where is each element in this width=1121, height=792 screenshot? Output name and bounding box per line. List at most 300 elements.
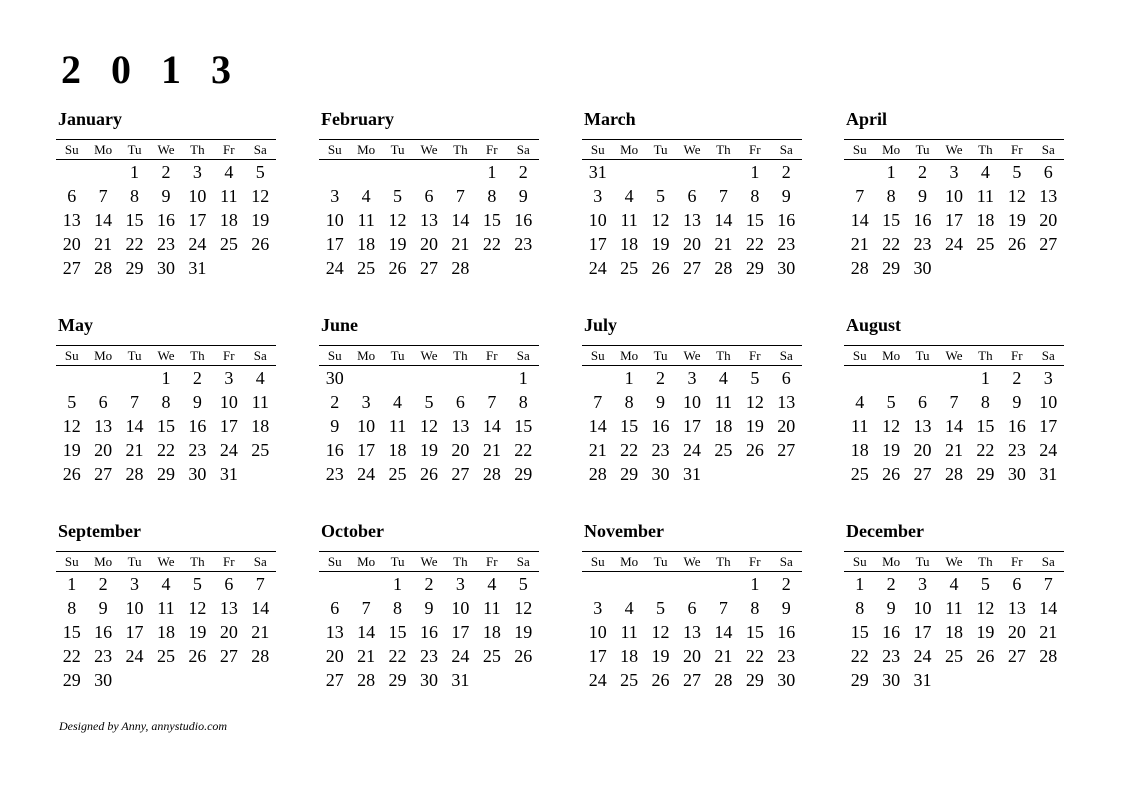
weekday-label: Sa (245, 346, 276, 366)
day-cell: 26 (388, 257, 407, 278)
day-cell (476, 256, 507, 280)
weekday-label: Su (582, 346, 613, 366)
week-row (319, 572, 539, 597)
day-cell (350, 366, 381, 391)
day-cell: 7 (487, 391, 497, 412)
day-cell: 12 (62, 415, 81, 436)
day-cell (1033, 668, 1064, 692)
day-cell: 2 (918, 161, 928, 182)
day-cell: 18 (620, 233, 639, 254)
day-cell: 2 (781, 161, 791, 182)
day-cell: 23 (514, 233, 533, 254)
month-january (56, 108, 276, 280)
week-row (319, 438, 539, 462)
day-cell: 28 (451, 257, 470, 278)
weekday-label: Mo (350, 140, 381, 160)
day-cell: 8 (855, 597, 865, 618)
day-cell: 19 (188, 621, 207, 642)
day-cell: 19 (251, 209, 270, 230)
day-cell: 14 (850, 209, 869, 230)
week-row (319, 366, 539, 391)
day-cell: 19 (419, 439, 438, 460)
day-cell: 12 (1007, 185, 1026, 206)
day-cell: 4 (855, 391, 865, 412)
day-cell: 1 (518, 367, 528, 388)
weekday-header-row (319, 552, 539, 572)
day-cell: 2 (330, 391, 340, 412)
weekday-label: Fr (1001, 140, 1032, 160)
day-cell: 4 (949, 573, 959, 594)
day-cell: 21 (850, 233, 869, 254)
day-cell: 10 (219, 391, 238, 412)
day-cell: 3 (949, 161, 959, 182)
day-cell: 21 (588, 439, 607, 460)
weekday-label: Sa (771, 552, 802, 572)
day-cell (708, 572, 739, 597)
day-cell: 28 (714, 257, 733, 278)
day-cell: 7 (855, 185, 865, 206)
week-row (844, 620, 1064, 644)
day-cell: 14 (125, 415, 144, 436)
day-cell: 27 (777, 439, 796, 460)
day-cell: 15 (745, 209, 764, 230)
weekday-label: Th (445, 346, 476, 366)
day-cell: 24 (188, 233, 207, 254)
month-grid (56, 551, 276, 692)
weekday-label: Th (708, 140, 739, 160)
month-name: March (584, 109, 636, 129)
day-cell: 11 (620, 209, 638, 230)
weekday-label: Tu (382, 140, 413, 160)
day-cell: 25 (620, 257, 639, 278)
week-row (582, 644, 802, 668)
week-row (56, 644, 276, 668)
day-cell: 3 (593, 597, 603, 618)
day-cell: 16 (882, 621, 901, 642)
day-cell: 27 (62, 257, 81, 278)
day-cell: 29 (156, 463, 175, 484)
day-cell: 6 (67, 185, 77, 206)
footer-credit: Designed by Anny, annystudio.com (59, 719, 228, 733)
day-cell: 25 (357, 257, 376, 278)
day-cell: 30 (913, 257, 932, 278)
day-cell: 1 (161, 367, 171, 388)
weekday-label: Sa (1033, 346, 1064, 366)
day-cell: 12 (251, 185, 270, 206)
weekday-label: Fr (476, 346, 507, 366)
day-cell: 10 (451, 597, 470, 618)
day-cell: 11 (945, 597, 963, 618)
day-cell: 28 (944, 463, 963, 484)
day-cell: 26 (514, 645, 533, 666)
month-grid (844, 139, 1064, 280)
weekday-label: We (938, 346, 969, 366)
week-row (844, 668, 1064, 692)
day-cell: 25 (850, 463, 869, 484)
day-cell (970, 256, 1001, 280)
day-cell: 23 (777, 645, 796, 666)
month-grid (319, 139, 539, 280)
day-cell: 31 (451, 669, 470, 690)
weekday-label: Su (844, 346, 875, 366)
day-cell (676, 572, 707, 597)
weekday-label: Sa (245, 140, 276, 160)
weekday-label: Mo (875, 552, 906, 572)
day-cell: 29 (745, 257, 764, 278)
day-cell: 6 (781, 367, 791, 388)
weekday-label: Th (970, 552, 1001, 572)
day-cell: 29 (388, 669, 407, 690)
day-cell: 22 (62, 645, 81, 666)
day-cell: 21 (482, 439, 501, 460)
day-cell: 22 (388, 645, 407, 666)
month-grid (844, 345, 1064, 486)
day-cell: 4 (718, 367, 728, 388)
day-cell: 16 (913, 209, 932, 230)
day-cell: 3 (687, 367, 697, 388)
weekday-label: Tu (645, 140, 676, 160)
day-cell: 20 (682, 233, 701, 254)
month-may (56, 314, 276, 486)
day-cell: 31 (588, 161, 607, 182)
weekday-header-row (319, 140, 539, 160)
weekday-label: Th (970, 140, 1001, 160)
weekday-label: Sa (508, 552, 539, 572)
weekday-label: Mo (87, 552, 118, 572)
weekday-label: Tu (382, 346, 413, 366)
day-cell: 1 (624, 367, 634, 388)
day-cell: 14 (94, 209, 113, 230)
day-cell: 5 (980, 573, 990, 594)
day-cell (875, 366, 906, 391)
day-cell (645, 572, 676, 597)
day-cell: 24 (357, 463, 376, 484)
day-cell: 25 (944, 645, 963, 666)
weekday-label: Sa (771, 346, 802, 366)
day-cell: 14 (451, 209, 470, 230)
day-cell: 14 (251, 597, 270, 618)
weekday-label: Sa (771, 140, 802, 160)
day-cell (771, 462, 802, 486)
week-row (56, 256, 276, 280)
day-cell: 30 (651, 463, 670, 484)
month-november (582, 520, 802, 692)
day-cell: 20 (419, 233, 438, 254)
day-cell: 24 (588, 257, 607, 278)
week-row (582, 390, 802, 414)
day-cell: 1 (130, 161, 140, 182)
week-row (319, 160, 539, 185)
week-row (582, 572, 802, 597)
year-title: 2 0 1 3 (61, 47, 241, 92)
day-cell: 10 (588, 209, 607, 230)
weekday-label: We (150, 346, 181, 366)
week-row (844, 366, 1064, 391)
day-cell: 7 (455, 185, 465, 206)
weekday-header-row (56, 346, 276, 366)
day-cell: 9 (656, 391, 666, 412)
day-cell: 30 (777, 669, 796, 690)
week-row (319, 414, 539, 438)
weekday-label: Su (56, 140, 87, 160)
month-grid (582, 551, 802, 692)
day-cell: 2 (98, 573, 108, 594)
day-cell: 7 (1043, 573, 1053, 594)
weekday-label: Th (182, 140, 213, 160)
day-cell: 29 (514, 463, 533, 484)
day-cell: 3 (455, 573, 465, 594)
day-cell: 11 (220, 185, 238, 206)
weekday-label: Fr (739, 140, 770, 160)
day-cell: 5 (393, 185, 403, 206)
day-cell: 28 (94, 257, 113, 278)
day-cell: 23 (419, 645, 438, 666)
day-cell: 4 (393, 391, 403, 412)
month-name: May (58, 315, 93, 335)
day-cell: 8 (518, 391, 528, 412)
weekday-label: We (150, 140, 181, 160)
day-cell (938, 668, 969, 692)
day-cell: 22 (882, 233, 901, 254)
weekday-label: Fr (1001, 552, 1032, 572)
day-cell: 5 (255, 161, 265, 182)
weekday-label: Fr (213, 140, 244, 160)
day-cell: 18 (482, 621, 501, 642)
day-cell: 5 (518, 573, 528, 594)
month-grid (319, 551, 539, 692)
day-cell: 7 (718, 597, 728, 618)
day-cell: 28 (588, 463, 607, 484)
month-name: January (58, 109, 123, 129)
weekday-label: Su (319, 140, 350, 160)
day-cell: 30 (777, 257, 796, 278)
month-october (319, 520, 539, 692)
day-cell: 3 (1043, 367, 1053, 388)
day-cell: 23 (1007, 439, 1026, 460)
day-cell: 21 (1039, 621, 1058, 642)
day-cell: 14 (1039, 597, 1058, 618)
day-cell: 1 (980, 367, 990, 388)
day-cell: 18 (251, 415, 270, 436)
month-april (844, 108, 1064, 280)
day-cell (56, 160, 87, 185)
day-cell: 20 (913, 439, 932, 460)
day-cell: 19 (745, 415, 764, 436)
day-cell: 4 (487, 573, 497, 594)
day-cell: 24 (325, 257, 344, 278)
day-cell: 5 (656, 597, 666, 618)
day-cell: 11 (157, 597, 175, 618)
day-cell: 28 (482, 463, 501, 484)
day-cell: 24 (682, 439, 701, 460)
day-cell: 27 (94, 463, 113, 484)
day-cell: 3 (224, 367, 234, 388)
week-row (56, 620, 276, 644)
day-cell (970, 668, 1001, 692)
day-cell: 27 (682, 669, 701, 690)
day-cell: 2 (518, 161, 528, 182)
day-cell: 17 (451, 621, 470, 642)
day-cell: 4 (624, 185, 634, 206)
weekday-label: Tu (119, 140, 150, 160)
month-june (319, 314, 539, 486)
day-cell: 12 (745, 391, 764, 412)
day-cell: 23 (913, 233, 932, 254)
month-grid (56, 345, 276, 486)
week-row (56, 390, 276, 414)
day-cell: 23 (777, 233, 796, 254)
day-cell: 12 (388, 209, 407, 230)
day-cell: 11 (357, 209, 375, 230)
day-cell: 30 (419, 669, 438, 690)
day-cell (476, 366, 507, 391)
day-cell: 28 (251, 645, 270, 666)
weekday-label: Fr (1001, 346, 1032, 366)
day-cell: 26 (651, 669, 670, 690)
week-row (56, 462, 276, 486)
day-cell: 9 (192, 391, 202, 412)
day-cell: 28 (714, 669, 733, 690)
day-cell: 8 (886, 185, 896, 206)
month-grid (319, 345, 539, 486)
week-row (319, 620, 539, 644)
day-cell: 19 (1007, 209, 1026, 230)
weekday-label: Tu (907, 346, 938, 366)
day-cell: 9 (330, 415, 340, 436)
week-row (319, 232, 539, 256)
day-cell: 12 (419, 415, 438, 436)
day-cell: 17 (913, 621, 932, 642)
day-cell (213, 256, 244, 280)
day-cell (708, 462, 739, 486)
day-cell: 26 (1007, 233, 1026, 254)
weekday-label: Sa (1033, 552, 1064, 572)
day-cell: 22 (125, 233, 144, 254)
day-cell: 11 (851, 415, 869, 436)
day-cell: 15 (745, 621, 764, 642)
day-cell: 1 (750, 573, 760, 594)
day-cell (87, 366, 118, 391)
day-cell (844, 160, 875, 185)
week-row (319, 596, 539, 620)
weekday-label: Th (445, 552, 476, 572)
day-cell: 23 (325, 463, 344, 484)
day-cell: 18 (357, 233, 376, 254)
month-grid (582, 345, 802, 486)
day-cell (182, 668, 213, 692)
weekday-label: Th (445, 140, 476, 160)
day-cell: 6 (918, 391, 928, 412)
week-row (582, 620, 802, 644)
week-row (56, 160, 276, 185)
day-cell: 12 (651, 621, 670, 642)
day-cell: 20 (682, 645, 701, 666)
day-cell: 25 (219, 233, 238, 254)
day-cell: 2 (1012, 367, 1022, 388)
weekday-header-row (844, 140, 1064, 160)
day-cell: 29 (745, 669, 764, 690)
month-name: November (584, 521, 664, 541)
day-cell: 16 (94, 621, 113, 642)
weekday-label: Mo (613, 346, 644, 366)
day-cell: 16 (325, 439, 344, 460)
day-cell: 5 (656, 185, 666, 206)
day-cell: 22 (745, 645, 764, 666)
month-name: February (321, 109, 394, 129)
day-cell: 10 (125, 597, 144, 618)
day-cell: 20 (451, 439, 470, 460)
week-row (319, 644, 539, 668)
day-cell: 21 (714, 233, 733, 254)
weekday-label: Th (182, 552, 213, 572)
day-cell (907, 366, 938, 391)
day-cell (445, 366, 476, 391)
day-cell: 19 (976, 621, 995, 642)
month-grid (56, 139, 276, 280)
day-cell: 8 (624, 391, 634, 412)
day-cell: 29 (976, 463, 995, 484)
day-cell (739, 462, 770, 486)
day-cell (56, 366, 87, 391)
day-cell: 11 (251, 391, 269, 412)
day-cell: 12 (514, 597, 533, 618)
day-cell: 13 (419, 209, 438, 230)
day-cell: 30 (1007, 463, 1026, 484)
day-cell: 8 (130, 185, 140, 206)
week-row (319, 208, 539, 232)
day-cell: 27 (913, 463, 932, 484)
day-cell: 16 (419, 621, 438, 642)
weekday-header-row (582, 140, 802, 160)
week-row (582, 160, 802, 185)
month-grid (582, 139, 802, 280)
day-cell: 14 (482, 415, 501, 436)
day-cell: 8 (487, 185, 497, 206)
day-cell (350, 160, 381, 185)
day-cell: 16 (651, 415, 670, 436)
day-cell: 31 (682, 463, 701, 484)
weekday-label: We (938, 140, 969, 160)
day-cell: 5 (750, 367, 760, 388)
month-december (844, 520, 1064, 692)
day-cell: 27 (219, 645, 238, 666)
day-cell: 13 (325, 621, 344, 642)
day-cell: 13 (1039, 185, 1058, 206)
day-cell: 22 (482, 233, 501, 254)
week-row (582, 208, 802, 232)
day-cell: 9 (918, 185, 928, 206)
weekday-label: Th (708, 346, 739, 366)
weekday-header-row (582, 552, 802, 572)
day-cell: 21 (357, 645, 376, 666)
day-cell: 22 (156, 439, 175, 460)
day-cell: 25 (620, 669, 639, 690)
day-cell (1001, 668, 1032, 692)
day-cell: 30 (882, 669, 901, 690)
day-cell: 27 (1007, 645, 1026, 666)
day-cell: 26 (745, 439, 764, 460)
weekday-label: Su (56, 552, 87, 572)
weekday-header-row (844, 552, 1064, 572)
day-cell: 2 (656, 367, 666, 388)
day-cell: 29 (882, 257, 901, 278)
day-cell: 22 (514, 439, 533, 460)
day-cell: 17 (325, 233, 344, 254)
day-cell: 15 (125, 209, 144, 230)
day-cell: 17 (188, 209, 207, 230)
weekday-label: Su (844, 140, 875, 160)
weekday-header-row (319, 346, 539, 366)
